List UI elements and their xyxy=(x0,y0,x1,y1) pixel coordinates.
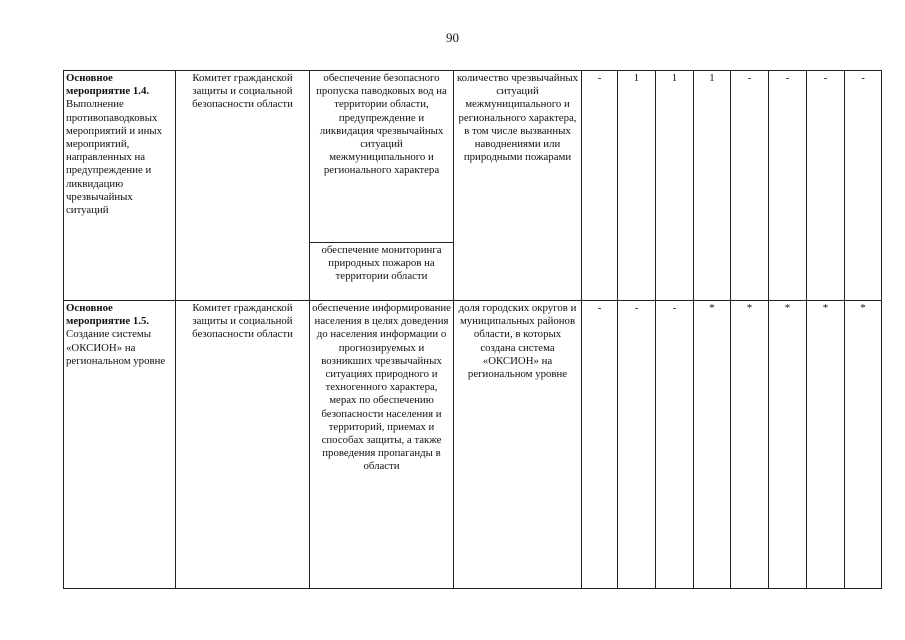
event-description: Создание системы «ОКСИОН» на региональном уровне xyxy=(66,328,166,367)
page-number: 90 xyxy=(446,30,459,45)
table-row xyxy=(64,301,882,589)
event-title: Основное мероприятие 1.5. xyxy=(66,302,150,328)
event-cell xyxy=(64,71,176,301)
result-cell: обеспечение безопасного пропуска паводковых вод на территории области, предупреждение и ликвидация чрезвычайных ситуаций межмуниципального и регионального характера xyxy=(310,71,454,243)
event-title: Основное мероприятие 1.4. xyxy=(66,72,150,98)
value-cell: - xyxy=(845,71,882,301)
value-cell: - xyxy=(582,71,618,301)
result-cell: обеспечение информирование населения в целях доведения до населения информации о прогнозируемых и возникших чрезвычайных ситуациях природного и техногенного характера, мерах по обеспечению безопасности населения и территорий, приемах и способах защиты, а также проведения пропаганды в области xyxy=(310,301,454,589)
program-events-table xyxy=(63,70,882,589)
value-cell: 1 xyxy=(656,71,694,301)
value-cell: - xyxy=(656,301,694,589)
value-cell: * xyxy=(769,301,807,589)
value-cell: * xyxy=(694,301,731,589)
value-cell: 1 xyxy=(694,71,731,301)
value-cell: * xyxy=(845,301,882,589)
indicator-cell: доля городских округов и муниципальных районов области, в которых создана система «ОКСИОН» на региональном уровне xyxy=(454,301,582,589)
value-cell: - xyxy=(769,71,807,301)
value-cell: - xyxy=(731,71,769,301)
result-cell: обеспечение мониторинга природных пожаров на территории области xyxy=(310,243,454,301)
event-cell xyxy=(64,301,176,589)
value-cell: - xyxy=(582,301,618,589)
indicator-cell: количество чрезвычайных ситуаций межмуниципального и регионального характера, в том числе вызванных наводнениями или природными пожарами xyxy=(454,71,582,301)
value-cell: - xyxy=(807,71,845,301)
table-row xyxy=(64,71,882,243)
executor-cell: Комитет гражданской защиты и социальной безопасности области xyxy=(176,301,310,589)
value-cell: 1 xyxy=(618,71,656,301)
executor-cell: Комитет гражданской защиты и социальной безопасности области xyxy=(176,71,310,301)
value-cell: * xyxy=(807,301,845,589)
value-cell: * xyxy=(731,301,769,589)
value-cell: - xyxy=(618,301,656,589)
event-description: Выполнение противопаводковых мероприятий и иных мероприятий, направленных на предупреждение и ликвидацию чрезвычайных ситуаций xyxy=(66,98,163,217)
